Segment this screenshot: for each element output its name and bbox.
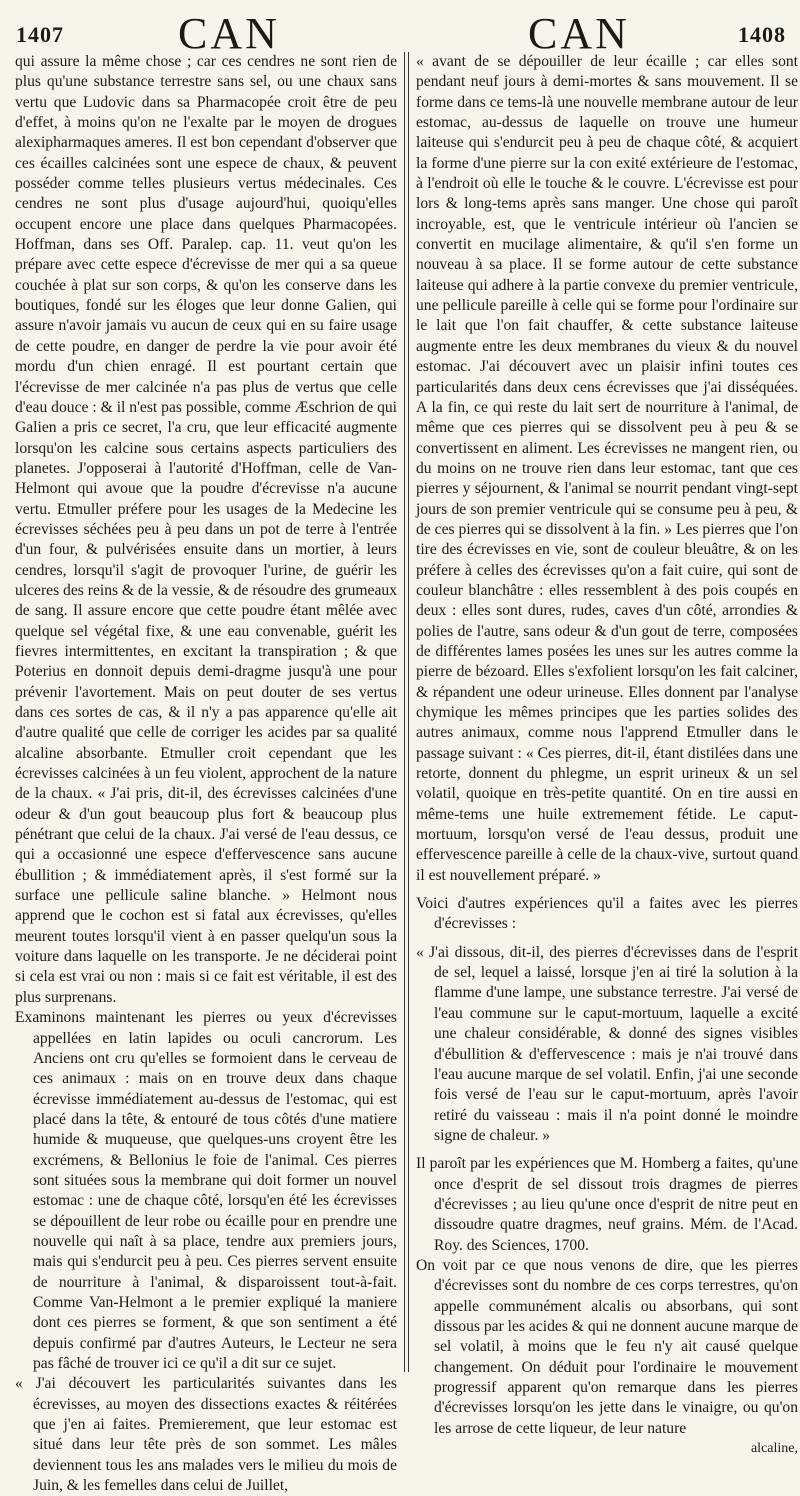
page-header <box>0 0 800 58</box>
paragraph-gap <box>416 886 798 894</box>
left-column <box>15 52 397 1496</box>
right-paragraph-3-quote: « J'ai dissous, dit-il, des pierres d'écrevisses dans de l'esprit de sel, lequel a laissé, lorsque j'en ai tiré la solution à la flamme d'une lampe, une substance terrestre. J'ai versé de l'eau commune sur le caput-mortuum, laquelle a excité une chaleur considérable, & donné des signes visibles d'ébullition & d'effervescence : mais je n'ai trouvé dans l'eau aucune marque de sel volatil. Enfin, j'ai une seconde fois versé de l'eau sur le caput-mortuum, après l'avoir retiré du vaisseau : mais il n'a point donné le moindre signe de chaleur. » <box>416 943 798 1144</box>
column-divider <box>404 52 409 1372</box>
right-paragraph-4: Il paroît par les expériences que M. Homberg a faites, qu'une once d'esprit de sel dissout trois dragmes de pierres d'écrevisses ; au lieu qu'une once d'esprit de nitre peut en dissoudre quatre dragmes, neuf grains. Mém. de l'Acad. Roy. des Sciences, 1700. <box>416 1155 798 1254</box>
left-paragraph-2: Examinons maintenant les pierres ou yeux d'écrevisses appellées en latin lapides ou oculi cancrorum. Les Anciens ont cru qu'elles se formoient dans le cerveau de ces animaux : mais on en trouve deux dans chaque écrevisse immédiatement au-dessus de l'estomac, qui est placé dans la tête, & entouré de tous côtés d'une matiere humide & muqueuse, que quelques-uns croyent être les excrémens, & Bellonius le foie de l'animal. Ces pierres sont situées sous la membrane qui doit former un nouvel estomac : une de chaque côté, lorsqu'en été les écrevisses se dépouillent de leur robe ou écaille pour en prendre une nouvelle qui naît à sa place, tendre aux premiers jours, mais qui s'endurcit peu à peu. Ces pierres servent ensuite de nourriture à l'animal, & disparoissent tout-à-fait. Comme Van-Helmont a le premier expliqué la maniere dont ces pierres se forment, & que son sentiment a été depuis confirmé par d'autres Auteurs, le Lecteur ne sera pas fâché de trouver ici ce qu'il a dit sur ce sujet. <box>15 1009 397 1372</box>
running-head-right: CAN <box>528 9 630 58</box>
running-head-left: CAN <box>178 9 280 58</box>
right-paragraph-5: On voit par ce que nous venons de dire, que les pierres d'écrevisses sont du nombre de ces corps terrestres, qu'on appelle communément alcalis ou absorbans, qui sont dissous par les acides & qui ne donnent aucune marque de sel volatil, à moins que le feu n'y ait causé quelque changement. On déduit pour l'ordinaire le mouvement progressif apparent qu'on remarque dans les pierres d'écrevisses lorsqu'on les jette dans le vinaigre, ou qu'on les arrose de cette liqueur, de leur nature <box>416 1256 798 1437</box>
right-paragraph-2: Voici d'autres expériences qu'il a faites avec les pierres d'écrevisses : <box>416 895 798 933</box>
page-number-right: 1408 <box>738 22 786 47</box>
right-paragraph-1: « avant de se dépouiller de leur écaille ; car elles sont pendant neuf jours à demi-mortes & sans mouvement. Il se forme dans ce tems-là une nouvelle membrane autour de leur estomac, au-dessus de laquelle on trouve une humeur laiteuse qui s'endurcit peu à peu de chaque côté, & acquiert la forme d'une pierre sur la con exité extérieure de l'estomac, à l'endroit où elle le touche & le couvre. L'écrevisse est pour lors & long-tems après sans manger. Une chose qui paroît incroyable, est, que le ventricule intérieur où l'ancien se convertit en mucilage alimentaire, & qu'il s'en forme un nouveau à sa place. Il se forme autour de cette substance laiteuse qui adhere à la partie convexe du premier ventricule, une pellicule pareille à celle qui se forme pour l'ordinaire sur le lait que l'on fait chauffer, & cette substance laiteuse augmente entre les deux membranes du vieux & du nouvel estomac. J'ai découvert avec un plaisir infini toutes ces particularités dans deux cens écrevisses que j'ai disséquées. A la fin, ce qui reste du lait sert de nourriture à l'animal, de même que ces pierres qui se dissolvent peu à peu & se convertissent en aliment. Les écrevisses ne mangent rien, ou du moins on ne trouve rien dans leur estomac, tant que ces pierres y séjournent, & l'animal se nourrit pendant vingt-sept jours de son premier ventricule qui se consume peu à peu, & de ces pierres qui se dissolvent à la fin. » Les pierres que l'on tire des écrevisses en vie, sont de couleur bleuâtre, & on les préfere à celles des écrevisses qu'on a fait cuire, qui sont de couleur blanchâtre : elles ressemblent à des pois coupés en deux : elles sont dures, rudes, caves d'un côté, arrondies & polies de l'autre, sans odeur & d'un gout de terre, composées de différentes lames posées les unes sur les autres comme la pierre de bézoard. Elles s'exfolient lorsqu'on les fait calciner, & répandent une odeur urineuse. Elles donnent par l'analyse chymique les mêmes principes que les parties solides des autres animaux, comme nous l'apprend Etmuller dans le passage suivant : « Ces pierres, dit-il, étant distilées dans une retorte, donnent du phlegme, un esprit urineux & un sel volatil, quoique en très-petite quantité. On en tire aussi en même-tems une huile extremement fétide. Le caput-mortuum, lorsqu'on versé de l'eau dessus, produit une effervescence pareille à celle de la chaux-vive, surtout quand il est nouvellement préparé. » <box>416 53 798 884</box>
paragraph-gap <box>416 1146 798 1154</box>
paragraph-gap <box>416 935 798 943</box>
left-paragraph-1: qui assure la même chose ; car ces cendres ne sont rien de plus qu'une substance terrestre sans sel, ou une chaux sans vertu que Ludovic dans sa Pharmacopée croit être de peu d'effet, à moins qu'on ne l'exalte par le moyen de drogues alexipharmaques ameres. Il est bon cependant d'observer que ces écailles calcinées sont une espece de chaux, & peuvent posséder comme telles plusieurs vertus médecinales. Ces cendres ne sont plus d'usage aujourd'hui, quoiqu'elles occupent encore une place dans quelques Pharmacopées. Hoffman, dans ses Off. Paralep. cap. 11. veut qu'on les prépare avec cette espece d'écrevisse de mer qui a sa queue couchée à plat sur son corps, & qu'on les conserve dans les boutiques, fondé sur les éloges que leur donne Galien, qui assure n'avoir jamais vu aucun de ceux qui en su faire usage de cette poudre, en danger de perdre la vie pour avoir été mordu d'un chien enragé. Il est pourtant certain que l'écrevisse de mer calcinée n'a pas plus de vertus que celle d'eau douce : & il n'est pas possible, comme Æschrion de qui Galien a pris ce secret, l'a cru, que leur efficacité augmente lorsqu'on les calcine sous certains aspects particuliers des planetes. J'opposerai à l'autorité d'Hoffman, celle de Van-Helmont qui avoue que la poudre d'écrevisse n'a aucune vertu. Etmuller préfere pour les usages de la Medecine les écrevisses séchées peu à peu dans un pot de terre à l'entrée d'un four, & pulvérisées ensuite dans un mortier, à leurs cendres, lorsqu'il s'agit de provoquer l'urine, de guérir les ulceres des reins & de la vessie, & de résoudre des grumeaux de sang. Il assure encore que cette poudre étant mêlée avec quelque sel végétal fixe, & une eau convenable, guérit les fievres intermittentes, en excitant la transpiration ; & que Poterius en donnoit depuis demi-dragme jusqu'à une pour prévenir l'avortement. Mais on peut douter de ses vertus dans ces sortes de cas, & il n'y a pas apparence qu'elle ait d'autre qualité que celle de corriger les acides par sa qualité alcaline absorbante. Etmuller croit cependant que les écrevisses calcinées à un feu violent, approchent de la nature de la chaux. « J'ai pris, dit-il, des écrevisses calcinées d'une odeur & d'un gout beaucoup plus fort & beaucoup plus pénétrant que celui de la chaux. J'ai versé de l'eau dessus, ce qui a occasionné une espece d'effervescence sans aucune ébullition ; & immédiatement après, il s'est formé sur la surface une pellicule saline blanche. » Helmont nous apprend que le cochon est si fatal aux écrevisses, qu'elles meurent toutes lorsqu'il vient à en passer quelqu'un sous la voiture dans laquelle on les transporte. Je ne déciderai point si cela est vrai ou non : mais si ce fait est véritable, il est des plus surprenans. <box>15 53 397 1006</box>
catchword: alcaline, <box>750 1441 798 1457</box>
left-paragraph-3-quote: « J'ai découvert les particularités suivantes dans les écrevisses, au moyen des dissections exactes & réitérées que j'en ai faites. Premierement, que leur estomac est situé dans leur tête près de son sommet. Les mâles deviennent tous les ans malades vers le milieu du mois de Juin, & les femelles dans celui de Juillet, <box>15 1375 397 1495</box>
right-column <box>416 52 798 1459</box>
page-number-left: 1407 <box>16 22 64 47</box>
